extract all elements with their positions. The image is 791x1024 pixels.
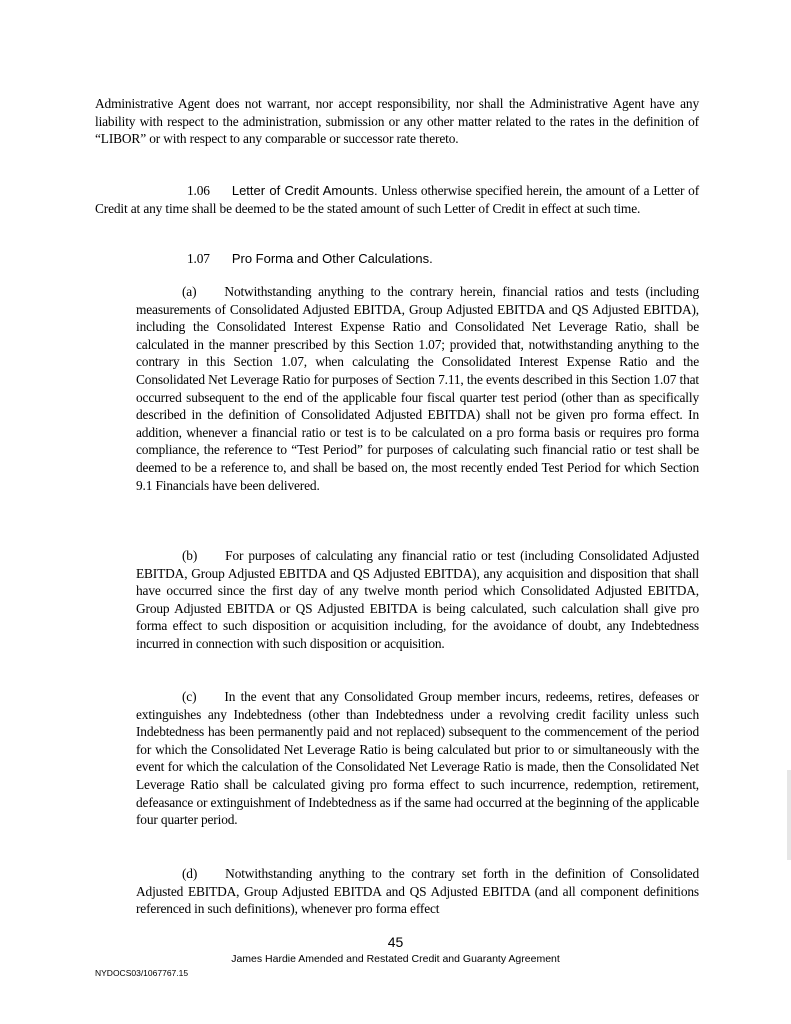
intro-text: Administrative Agent does not warrant, nor accept responsibility, nor shall the Administrative Agent have any liability with respect to the administration, submission or any other matter related to the rates in the definition of “LIBOR” or with respect to any comparable or successor rate thereto. [95,96,699,147]
clause-text: For purposes of calculating any financial ratio or test (including Consolidated Adjusted EBITDA, Group Adjusted EBITDA and QS Adjusted EBITDA), any acquisition and disposition that shall have occurred since the first day of any twelve month period which Consolidated Adjusted EBITDA, Group Adjusted EBITDA or QS Adjusted EBITDA is being calculated, such calculation shall give pro forma effect to such disposition or acquisition including, for the avoidance of doubt, any Indebtedness incurred in connection with such disposition or acquisition. [136,548,699,651]
clause-label: (c) [182,689,197,704]
clause-label: (a) [182,284,197,299]
paragraph-intro [95,95,699,148]
clause-label: (b) [182,548,198,563]
section-heading: Pro Forma and Other Calculations. [231,251,433,266]
section-text: Unless otherwise specified herein, the amount of a Letter of Credit at any time shall be deemed to be the stated amount of such Letter of Credit in effect at such time. [95,183,700,216]
clause-text: Notwithstanding anything to the contrary set forth in the definition of Consolidated Adjusted EBITDA, Group Adjusted EBITDA and QS Adjusted EBITDA (and all component definitions referenced in such definitions), whenever pro forma effect [136,866,699,917]
document-id: NYDOCS03/1067767.15 [95,968,189,978]
section-heading: Letter of Credit Amounts. [231,183,378,198]
section-1-06 [95,182,699,217]
section-number: 1.06 [187,183,210,198]
clause-a [136,283,699,494]
page-edge-shadow [787,770,791,860]
clause-text: Notwithstanding anything to the contrary herein, financial ratios and tests (including measurements of Consolidated Adjusted EBITDA, Group Adjusted EBITDA and QS Adjusted EBITDA), including the Consolidated Interest Expense Ratio and Consolidated Net Leverage Ratio, shall be calculated in the manner prescribed by this Section 1.07; provided that, notwithstanding anything to the contrary in this Section 1.07, when calculating the Consolidated Interest Expense Ratio and the Consolidated Net Leverage Ratio for purposes of Section 7.11, the events described in this Section 1.07 that occurred subsequent to the end of the applicable four fiscal quarter test period (other than as specifically described in the definition of Consolidated Adjusted EBITDA) shall not be given pro forma effect. In addition, whenever a financial ratio or test is to be calculated on a pro forma basis or requires pro forma compliance, the reference to “Test Period” for purposes of calculating such financial ratio or test shall be deemed to be a reference to, and shall be based on, the most recently ended Test Period for which Section 9.1 Financials have been delivered. [136,284,699,493]
clause-label: (d) [182,866,198,881]
clause-c [136,688,699,829]
section-1-07 [95,250,699,268]
footer-title: James Hardie Amended and Restated Credit and Guaranty Agreement [231,953,560,965]
clause-text: In the event that any Consolidated Group member incurs, redeems, retires, defeases or extinguishes any Indebtedness (other than Indebtedness under a revolving credit facility unless such Indebtedness has been permanently paid and not replaced) subsequent to the commencement of the period for which the Consolidated Net Leverage Ratio is being calculated but prior to or simultaneously with the event for which the calculation of the Consolidated Net Leverage Ratio is made, then the Consolidated Net Leverage Ratio shall be calculated giving pro forma effect to such incurrence, redemption, retirement, defeasance or extinguishment of Indebtedness as if the same had occurred at the beginning of the applicable four quarter period. [136,689,699,828]
clause-b [136,547,699,653]
clause-d [136,865,699,918]
section-number: 1.07 [187,251,210,266]
page-number: 45 [387,934,404,950]
